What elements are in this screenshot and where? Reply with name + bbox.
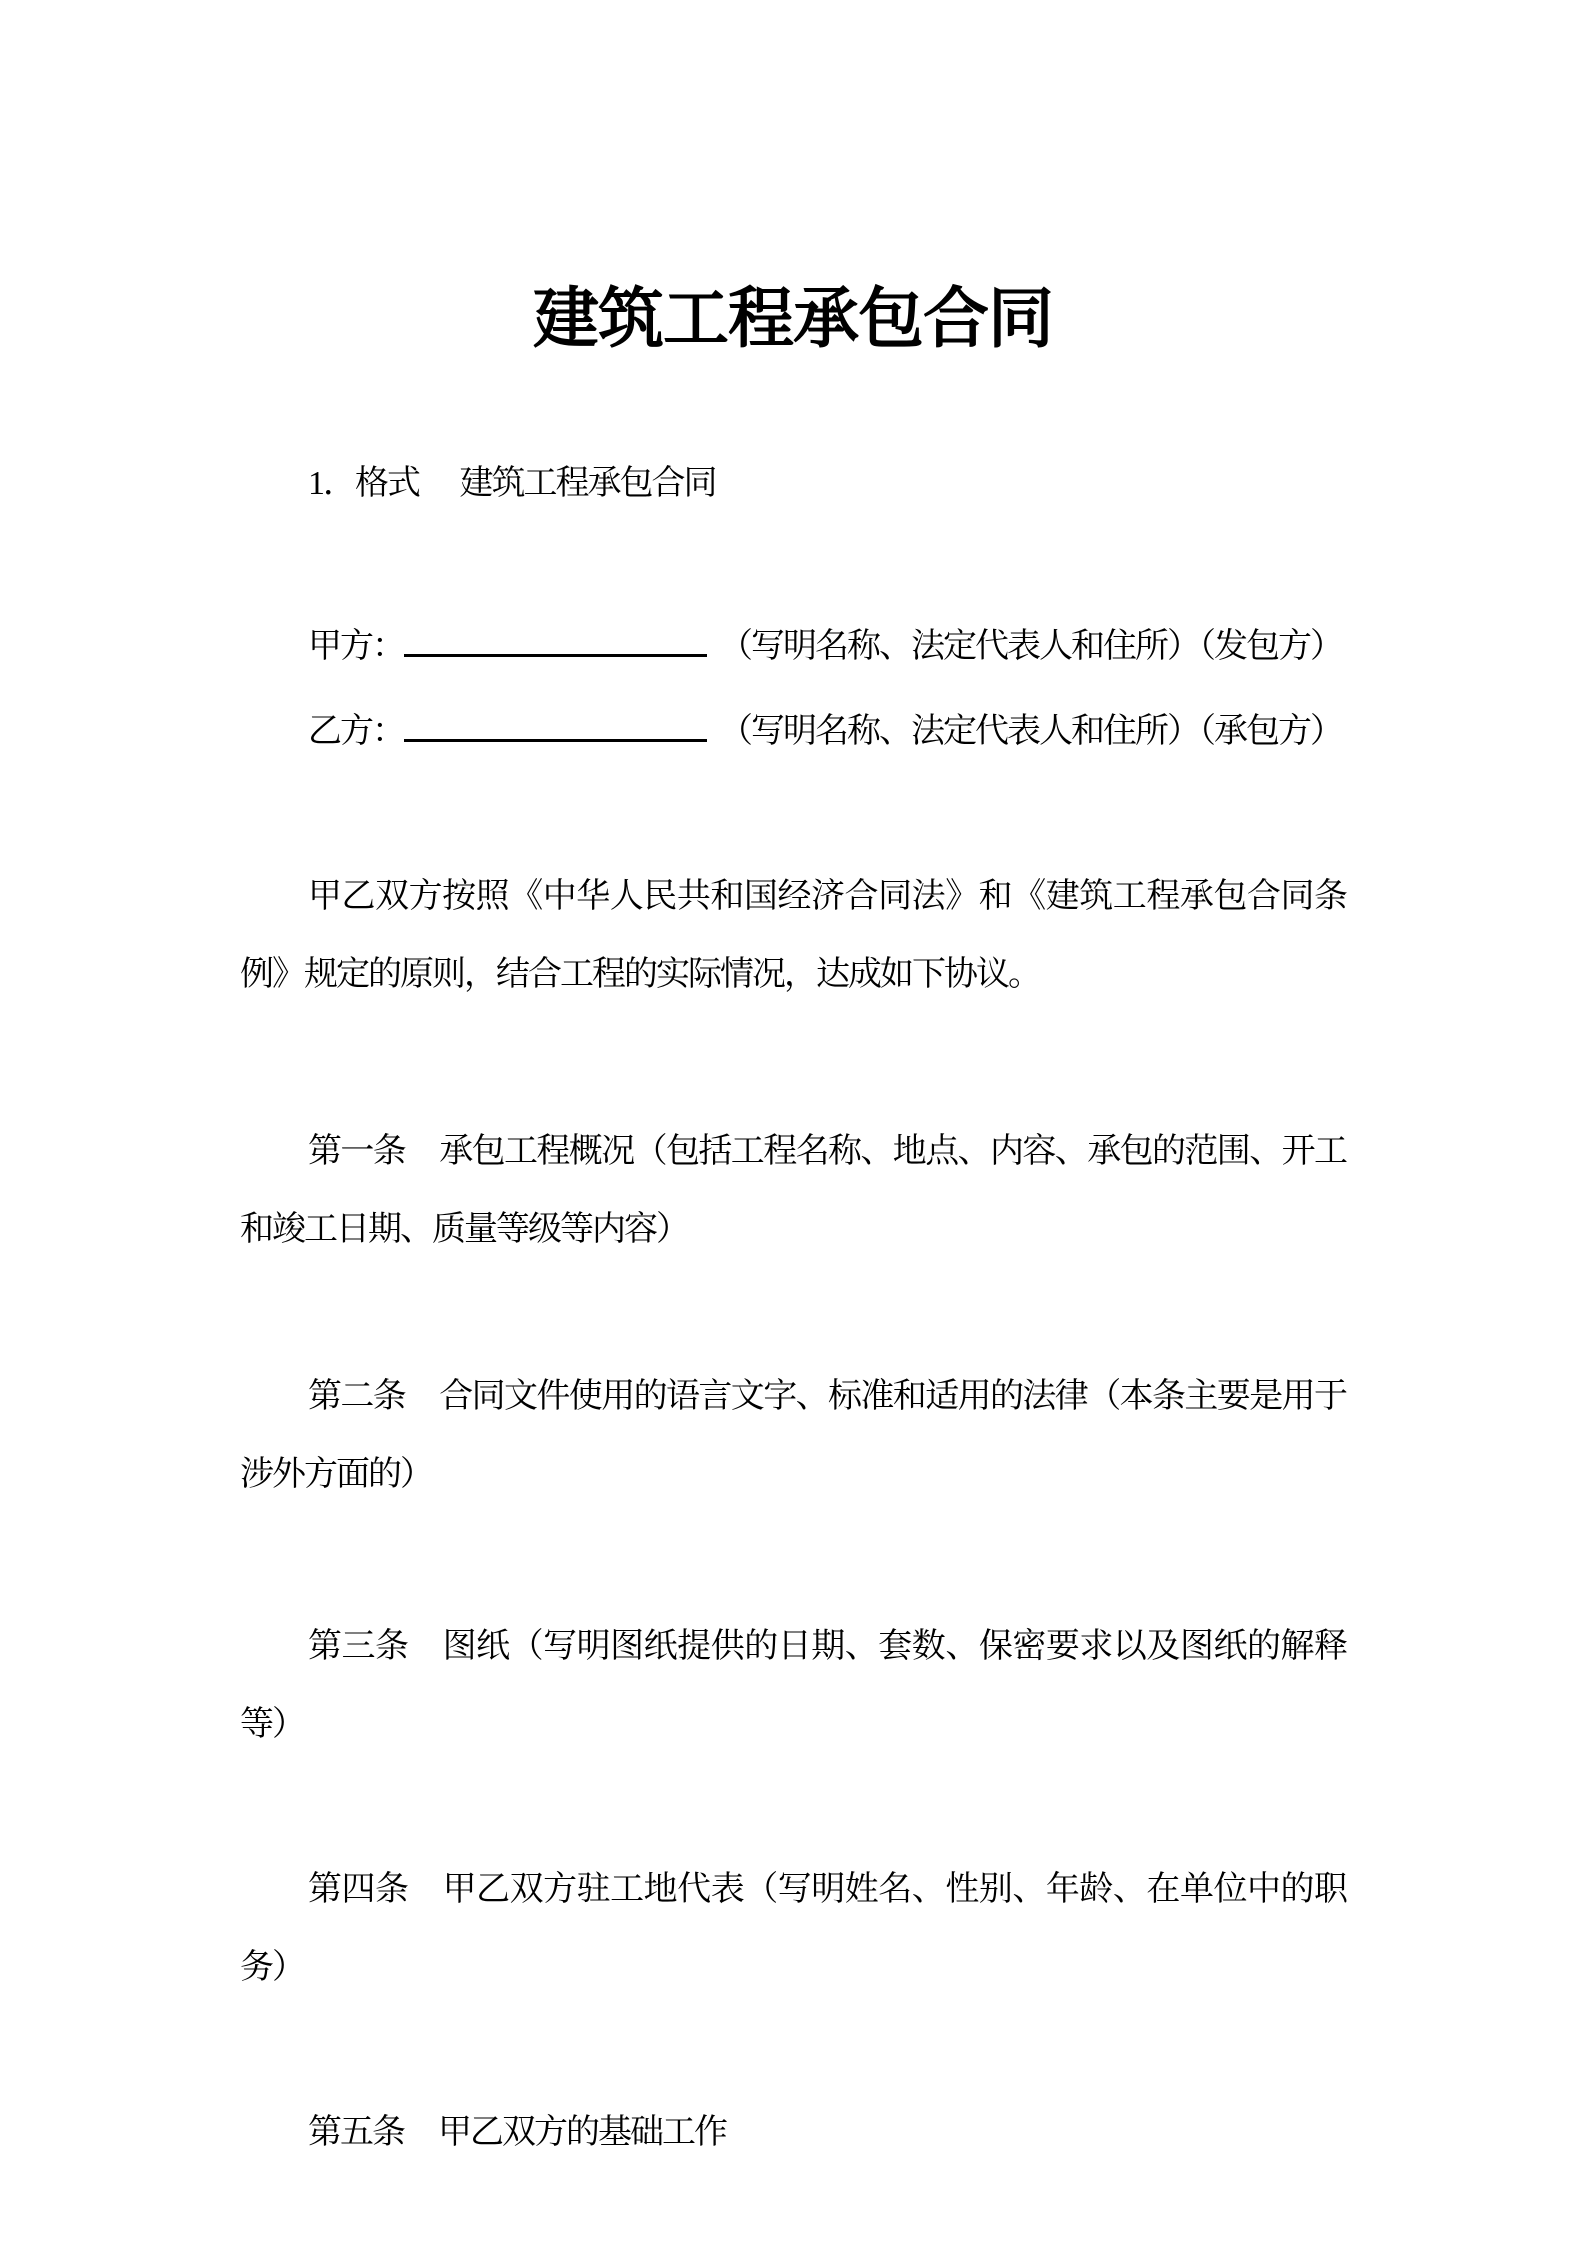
article-1-label: 第一条 (308, 1133, 406, 1170)
article-5 (240, 2094, 1346, 2172)
party-a-label: 甲方： (308, 628, 404, 665)
party-b-label: 乙方： (308, 713, 404, 750)
party-b-line (240, 693, 1346, 771)
format-heading-text: 建筑工程承包合同 (459, 465, 716, 502)
party-a-line (240, 608, 1346, 686)
article-4-text: 甲乙双方驻工地代表（写明姓名、性别、年龄、在单位中的职务） (240, 1871, 1347, 1986)
article-2-label: 第二条 (308, 1378, 406, 1415)
article-3 (240, 1608, 1346, 1764)
party-b-blank-underline (404, 733, 707, 742)
article-3-label: 第三条 (308, 1628, 409, 1665)
article-4-label: 第四条 (308, 1871, 409, 1908)
format-heading (240, 445, 1346, 523)
format-heading-number: 1．格式 (308, 465, 419, 502)
party-a-blank-underline (404, 648, 707, 657)
article-5-label: 第五条 (308, 2114, 404, 2151)
article-2 (240, 1358, 1346, 1514)
party-b-note: （写明名称、法定代表人和住所）（承包方） (719, 713, 1342, 750)
article-3-text: 图纸（写明图纸提供的日期、套数、保密要求以及图纸的解释等） (240, 1628, 1347, 1743)
article-1-text: 承包工程概况（包括工程名称、地点、内容、承包的范围、开工和竣工日期、质量等级等内容） (240, 1133, 1347, 1248)
article-5-text: 甲乙双方的基础工作 (438, 2114, 726, 2151)
article-2-text: 合同文件使用的语言文字、标准和适用的法律（本条主要是用于涉外方面的） (240, 1378, 1347, 1493)
preamble-paragraph: 甲乙双方按照《中华人民共和国经济合同法》和《建筑工程承包合同条例》规定的原则，结合工程的实际情况，达成如下协议。 (240, 878, 1346, 993)
article-4 (240, 1851, 1346, 2007)
party-a-note: （写明名称、法定代表人和住所）（发包方） (719, 628, 1342, 665)
document-title: 建筑工程承包合同 (533, 283, 1053, 356)
article-1 (240, 1113, 1346, 1269)
